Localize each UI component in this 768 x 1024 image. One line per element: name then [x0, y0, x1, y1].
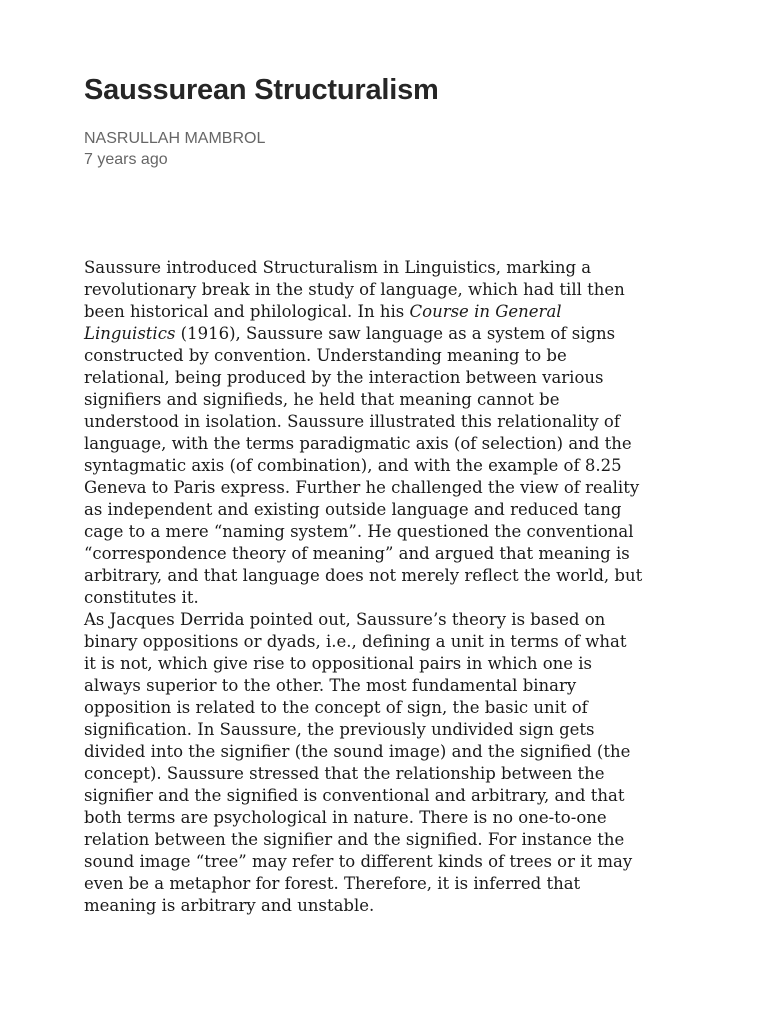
author-name[interactable]: NASRULLAH MAMBROL	[84, 130, 266, 147]
body-text: concept). Saussure stressed that the relationship between the	[84, 764, 605, 783]
body-text: sound image “tree” may refer to different kinds of trees or it may	[84, 852, 633, 871]
body-text: divided into the signifier (the sound image) and the signified (the	[84, 742, 631, 761]
byline	[84, 128, 265, 170]
body-text: binary oppositions or dyads, i.e., defining a unit in terms of what	[84, 632, 627, 651]
body-text: As Jacques Derrida pointed out, Saussure’s theory is based on	[84, 610, 606, 629]
body-text: (1916), Saussure saw language as a system of signs	[175, 324, 616, 343]
body-text: it is not, which give rise to oppositional pairs in which one is	[84, 654, 593, 673]
body-text: cage to a mere “naming system”. He questioned the conventional	[84, 522, 634, 541]
article-body	[84, 257, 694, 917]
body-text: constitutes it.	[84, 588, 199, 607]
book-title: Linguistics	[84, 324, 176, 343]
body-text: meaning is arbitrary and unstable.	[84, 896, 375, 915]
body-text: language, with the terms paradigmatic axis (of selection) and the	[84, 434, 632, 453]
body-text: “correspondence theory of meaning” and argued that meaning is	[84, 544, 630, 563]
body-text: signifiers and signifieds, he held that meaning cannot be	[84, 390, 560, 409]
body-paragraph	[84, 609, 694, 917]
book-title: Course in General	[409, 302, 562, 321]
body-text: understood in isolation. Saussure illustrated this relationality of	[84, 412, 620, 431]
body-text: both terms are psychological in nature. There is no one-to-one	[84, 808, 607, 827]
body-text: Saussure introduced Structuralism in Linguistics, marking a	[84, 258, 592, 277]
body-paragraph	[84, 257, 694, 609]
body-text: constructed by convention. Understanding meaning to be	[84, 346, 567, 365]
body-text: always superior to the other. The most fundamental binary	[84, 676, 577, 695]
body-text: arbitrary, and that language does not merely reflect the world, but	[84, 566, 643, 585]
body-text: Geneva to Paris express. Further he challenged the view of reality	[84, 478, 640, 497]
body-text: relational, being produced by the interaction between various	[84, 368, 604, 387]
body-text: syntagmatic axis (of combination), and with the example of 8.25	[84, 456, 622, 475]
body-text: even be a metaphor for forest. Therefore, it is inferred that	[84, 874, 581, 893]
body-text: signifier and the signified is conventional and arbitrary, and that	[84, 786, 625, 805]
body-text: as independent and existing outside language and reduced tang	[84, 500, 622, 519]
article-title: Saussurean Structuralism	[84, 74, 439, 106]
body-text: revolutionary break in the study of language, which had till then	[84, 280, 625, 299]
body-text: opposition is related to the concept of sign, the basic unit of	[84, 698, 588, 717]
publish-date: 7 years ago	[84, 151, 168, 168]
body-text: signification. In Saussure, the previously undivided sign gets	[84, 720, 595, 739]
body-text: relation between the signifier and the signified. For instance the	[84, 830, 625, 849]
body-text: been historical and philological. In his	[84, 302, 410, 321]
